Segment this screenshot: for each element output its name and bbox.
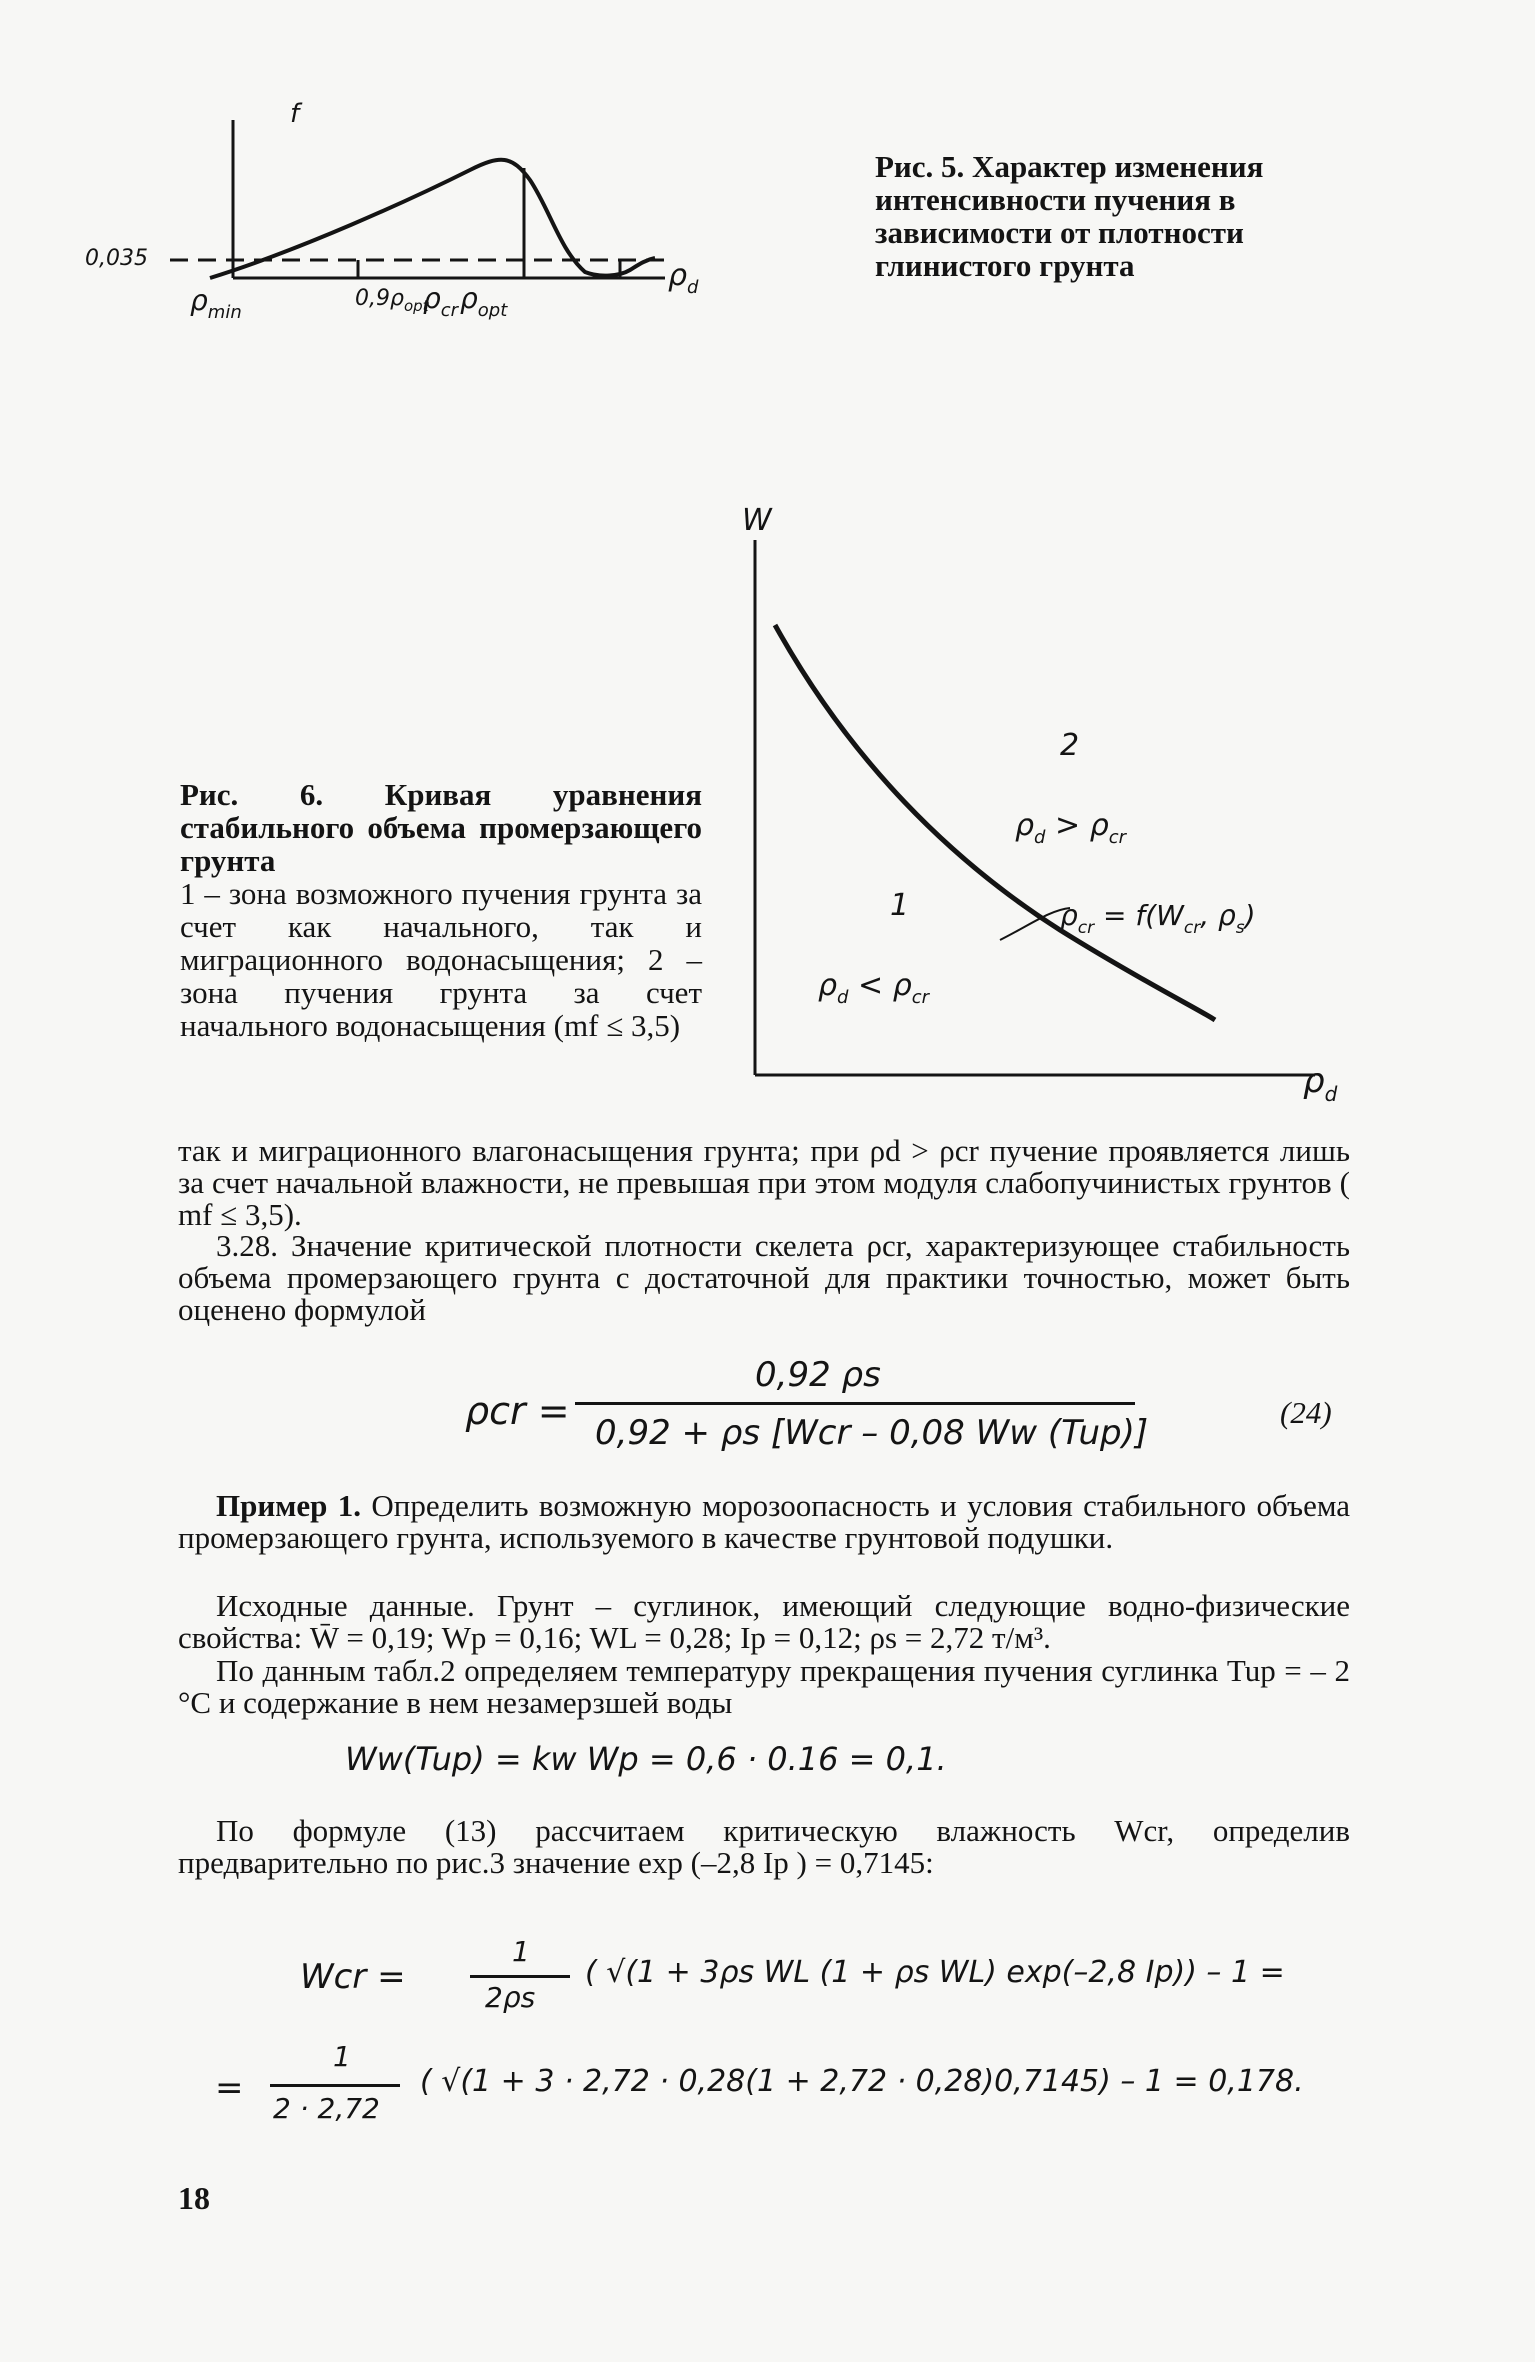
fig6-caption-title: Рис. 6. Кривая уравнения стабильного объема промерзающего грунта — [180, 777, 702, 878]
paragraph-1 — [178, 1135, 1350, 1231]
fig6-y-axis-label: W — [742, 503, 772, 538]
fig5-tick-label-min: $\rho_{min}$ — [190, 284, 242, 323]
fig5-level-label: 0,035 — [85, 246, 148, 271]
paragraph-3-28 — [178, 1230, 1350, 1326]
eq-wcr2-frac-num: 1 — [333, 2040, 351, 2073]
eq24-numerator: 0,92 ρs — [755, 1355, 881, 1395]
fig5-caption-text: Рис. 5. Характер изменения интенсивности пучения в зависимости от плотности глинистого грунта — [875, 149, 1264, 283]
eq24-number: (24) — [1280, 1395, 1332, 1430]
eq24-fraction-bar — [575, 1402, 1135, 1405]
fig5-x-axis-label: $\rho_d$ — [668, 258, 699, 298]
fig6-caption — [180, 778, 702, 1042]
eq-wcr1-frac-bar — [470, 1975, 570, 1978]
fig6-zone1-number: 1 — [890, 888, 910, 923]
eq24-denominator: 0,92 + ρs [Wcr – 0,08 Ww (Tup)] — [595, 1413, 1149, 1453]
fig6-curve-label: $\rho_{cr} = f(W_{cr}$, $\rho_s$) — [1060, 899, 1256, 938]
figure-5-plot — [85, 99, 870, 480]
eq-wcr2-rest: ( √(1 + 3 · 2,72 · 0,28(1 + 2,72 · 0,28)0,7145) – 1 = 0,178. — [420, 2064, 1304, 2099]
fig5-y-axis-label: f — [290, 99, 300, 129]
paragraph-formula13-text: По формуле (13) рассчитаем критическую влажность Wcr, определив предварительно по рис.3 значение exp (–2,8 Ip ) = 0,7145: — [178, 1813, 1350, 1880]
fig6-curve — [775, 625, 1215, 1020]
eq-wcr2-frac-den: 2 · 2,72 — [273, 2092, 380, 2125]
paragraph-initial-data — [178, 1590, 1350, 1654]
fig6-caption-body: 1 – зона возможного пучения грунта за счет как начального, так и миграционного водонасыщения; 2 – зона пучения грунта за счет начального водонасыщения (mf ≤ 3,5) — [180, 876, 702, 1043]
equation-24 — [465, 1355, 1355, 1465]
equation-wcr-line2 — [215, 2040, 1365, 2150]
eq-wcr1-frac-num: 1 — [512, 1935, 530, 1968]
paragraph-table2-text: По данным табл.2 определяем температуру прекращения пучения суглинка Tup = – 2 °С и содержание в нем незамерзшей воды — [178, 1653, 1350, 1720]
paragraph-formula13 — [178, 1815, 1350, 1879]
fig5-tick-label-opt: $\rho_{opt}$ — [460, 282, 508, 321]
eq-wcr2-eq: = — [215, 2068, 244, 2108]
paragraph-3-28-text: 3.28. Значение критической плотности скелета ρcr, характеризующее стабильность объема промерзающего грунта с достаточной для практики точностью, может быть оценено формулой — [178, 1228, 1350, 1327]
equation-ww — [345, 1740, 947, 1778]
eq-wcr1-lhs: Wcr = — [300, 1957, 406, 1997]
paragraph-initial-data-text: Исходные данные. Грунт – суглинок, имеющий следующие водно-физические свойства: W̄ = 0,19; Wp = 0,16; WL = 0,28; Ip = 0,12; ρs = 2,72 т/м³. — [178, 1588, 1350, 1655]
eq-wcr2-frac-bar — [270, 2084, 400, 2087]
example-1-text: Определить возможную морозоопасность и условия стабильного объема промерзающего грунта, используемого в качестве грунтовой подушки. — [178, 1488, 1350, 1555]
fig6-x-axis-label: $\rho_d$ — [1303, 1061, 1338, 1106]
figure-6-plot — [740, 500, 1420, 1120]
eq-wcr1-rest: ( √(1 + 3ρs WL (1 + ρs WL) exp(–2,8 Ip)) – 1 = — [585, 1955, 1285, 1990]
paragraph-1-text: так и миграционного влагонасыщения грунта; при ρd > ρcr пучение проявляется лишь за счет начальной влажности, не превышая при этом модуля слабопучинистых грунтов ( mf ≤ 3,5). — [178, 1133, 1350, 1232]
fig5-caption — [875, 150, 1350, 282]
paragraph-table2 — [178, 1655, 1350, 1719]
fig5-tick-label-cr: $\rho_{cr}$ — [423, 282, 459, 321]
example-1 — [178, 1490, 1350, 1554]
fig6-zone1-condition: $\rho_d < \rho_{cr}$ — [818, 968, 930, 1008]
fig6-zone2-number: 2 — [1060, 728, 1080, 763]
equation-wcr-line1 — [300, 1935, 1360, 2035]
eq-wcr1-frac-den: 2ρs — [485, 1981, 536, 2014]
page-number-text: 18 — [178, 2180, 210, 2216]
fig6-zone2-condition: $\rho_d > \rho_{cr}$ — [1015, 808, 1127, 848]
equation-ww-text: Ww(Tup) = kw Wp = 0,6 · 0.16 = 0,1. — [345, 1740, 947, 1778]
fig5-tick-label-09opt: $0,9\rho_{opt}$ — [355, 286, 429, 315]
page-number — [178, 2180, 210, 2217]
eq24-lhs: ρcr = — [465, 1389, 570, 1433]
example-1-label: Пример 1. — [216, 1488, 361, 1523]
